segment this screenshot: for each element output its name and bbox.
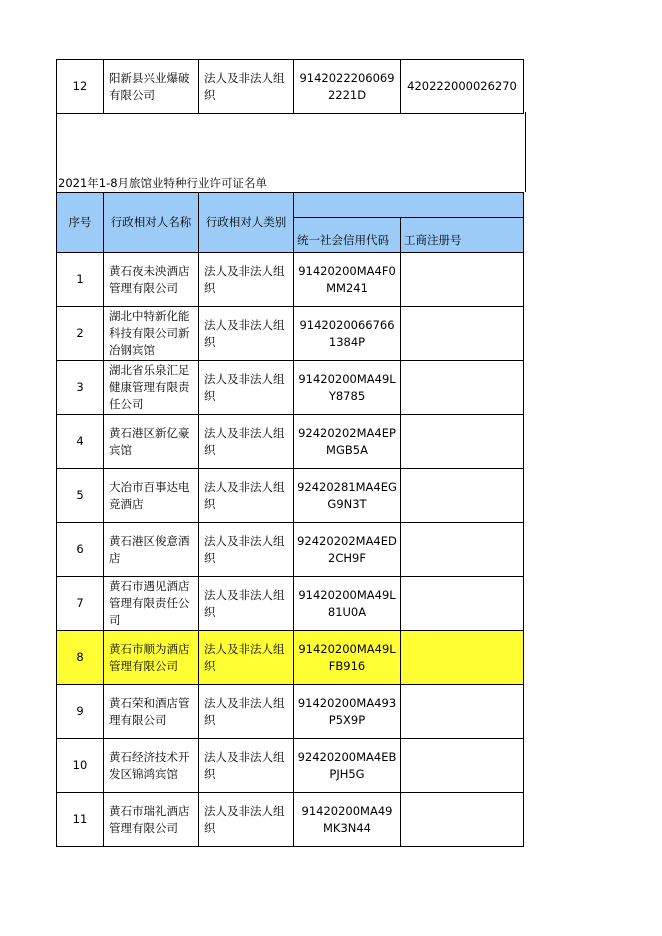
table-row [57,469,524,523]
name-cell: 黄石经济技术开发区锦鸿宾馆 [104,739,199,793]
table-row [57,523,524,577]
credit-code-cell: 92420202MA4EPMGB5A [294,415,401,469]
credit-code-cell: 92420281MA4EGG9N3T [294,469,401,523]
category-cell: 法人及非法人组织 [199,307,294,361]
credit-code-cell: 91420200MA49L81U0A [294,577,401,631]
seq-cell: 2 [57,307,104,361]
reg-no-cell [401,253,524,307]
name-cell: 黄石市瑞礼酒店管理有限公司 [104,793,199,847]
seq-cell: 6 [57,523,104,577]
reg-no-cell [401,631,524,685]
credit-code-cell: 91420200MA49LY8785 [294,361,401,415]
reg-no-cell [401,469,524,523]
credit-code-cell: 91420200667661384P [294,307,401,361]
name-cell: 黄石荣和酒店管理有限公司 [104,685,199,739]
credit-code-cell: 91420200MA493P5X9P [294,685,401,739]
top-table [56,59,524,114]
name-cell: 黄石夜未泱酒店管理有限公司 [104,253,199,307]
table-row [57,739,524,793]
reg-no-cell [401,361,524,415]
reg-no-cell [401,739,524,793]
seq-cell: 4 [57,415,104,469]
header-category: 行政相对人类别 [199,193,294,253]
reg-no-cell [401,793,524,847]
category-cell: 法人及非法人组织 [199,523,294,577]
category-cell: 法人及非法人组织 [199,793,294,847]
category-cell: 法人及非法人组织 [199,631,294,685]
category-cell: 法人及非法人组织 [199,361,294,415]
credit-code-cell: 91420200MA49MK3N44 [294,793,401,847]
header-name: 行政相对人名称 [104,193,199,253]
seq-cell: 12 [57,60,104,114]
table-row [57,793,524,847]
category-cell: 法人及非法人组织 [199,469,294,523]
reg-no-cell [401,685,524,739]
credit-code-cell: 91420200MA49LFB916 [294,631,401,685]
table-row [57,685,524,739]
category-cell: 法人及非法人组织 [199,739,294,793]
name-cell: 湖北省乐泉汇足健康管理有限责任公司 [104,361,199,415]
credit-code-cell: 92420202MA4ED2CH9F [294,523,401,577]
reg-no-cell: 420222000026270 [401,60,524,114]
header-seq: 序号 [57,193,104,253]
seq-cell: 1 [57,253,104,307]
seq-cell: 7 [57,577,104,631]
header-row [57,193,524,218]
seq-cell: 8 [57,631,104,685]
header-reg-no: 工商注册号 [401,218,524,253]
name-cell: 阳新县兴业爆破有限公司 [104,60,199,114]
seq-cell: 9 [57,685,104,739]
main-table [56,192,524,847]
name-cell: 黄石港区俊意酒店 [104,523,199,577]
table-row [57,307,524,361]
seq-cell: 3 [57,361,104,415]
seq-cell: 10 [57,739,104,793]
name-cell: 黄石市顺为酒店管理有限公司 [104,631,199,685]
table-body [57,253,524,847]
reg-no-cell [401,523,524,577]
section-title: 2021年1-8月旅馆业特种行业许可证名单 [58,176,268,190]
credit-code-cell: 91420222060692221D [294,60,401,114]
header-credit-code: 统一社会信用代码 [294,218,401,253]
table-row [57,253,524,307]
seq-cell: 11 [57,793,104,847]
category-cell: 法人及非法人组织 [199,60,294,114]
border-line [525,112,526,192]
table-row [57,361,524,415]
reg-no-cell [401,415,524,469]
table-row [57,631,524,685]
category-cell: 法人及非法人组织 [199,415,294,469]
name-cell: 黄石市遇见酒店管理有限责任公司 [104,577,199,631]
credit-code-cell: 92420200MA4EBPJH5G [294,739,401,793]
table-row [57,415,524,469]
reg-no-cell [401,577,524,631]
header-code-group [294,193,524,218]
category-cell: 法人及非法人组织 [199,577,294,631]
table-row [57,577,524,631]
seq-cell: 5 [57,469,104,523]
border-line [56,112,57,192]
table-row [57,60,524,114]
category-cell: 法人及非法人组织 [199,253,294,307]
credit-code-cell: 91420200MA4F0MM241 [294,253,401,307]
name-cell: 大冶市百事达电竞酒店 [104,469,199,523]
name-cell: 湖北中特新化能科技有限公司新冶钢宾馆 [104,307,199,361]
category-cell: 法人及非法人组织 [199,685,294,739]
name-cell: 黄石港区新亿豪宾馆 [104,415,199,469]
reg-no-cell [401,307,524,361]
